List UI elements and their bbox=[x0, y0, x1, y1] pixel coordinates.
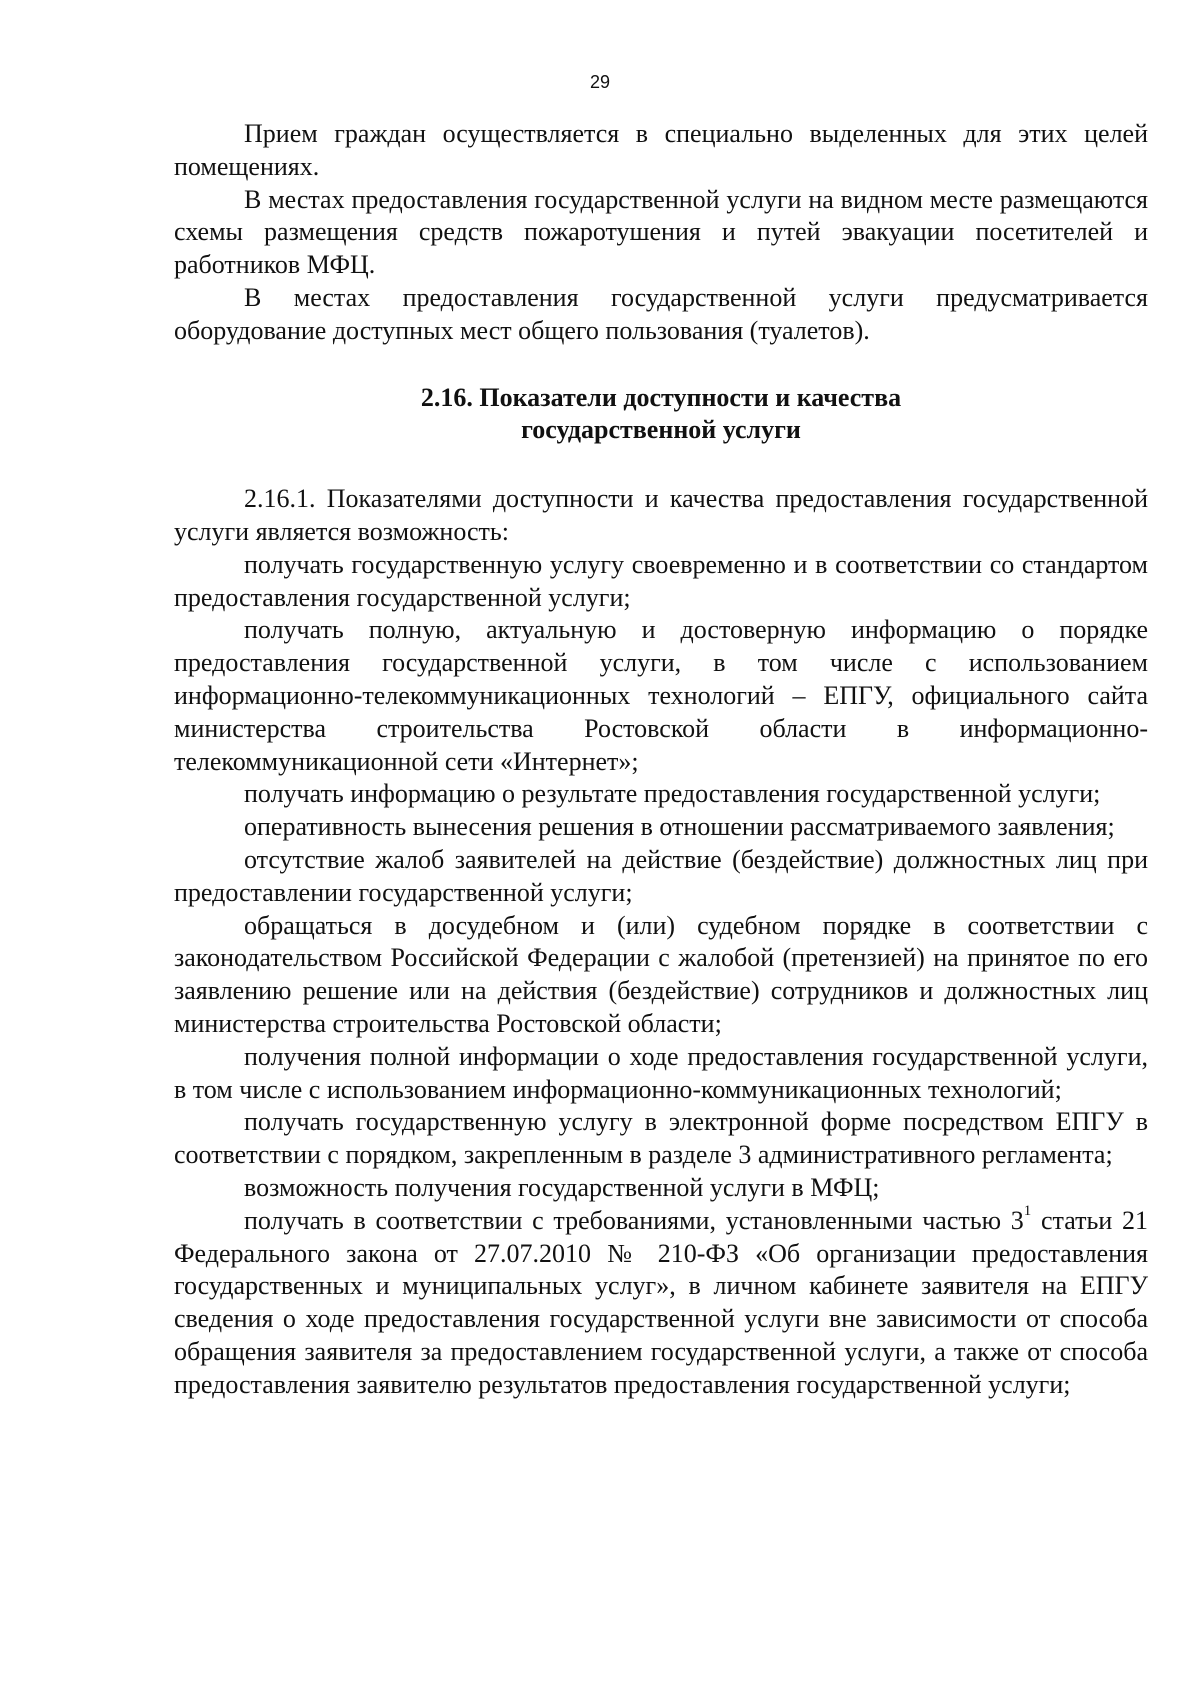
paragraph: В местах предоставления государственной услуги на видном месте размещаются схемы размещения средств пожаротушения и путей эвакуации посетителей и работников МФЦ. bbox=[174, 184, 1148, 280]
paragraph: В местах предоставления государственной услуги предусматривается оборудование доступных мест общего пользования (туалетов). bbox=[174, 282, 1148, 345]
paragraph-text: получать в соответствии с требованиями, установленными частью 3 bbox=[244, 1205, 1024, 1235]
document-body bbox=[174, 118, 1148, 1401]
paragraph: получать полную, актуальную и достоверную информацию о порядке предоставления государственной услуги, в том числе с использованием информационно-телекоммуникационных технологий – ЕПГУ, официального сайта министерства строительства Ростовской области в информационно-телекоммуникационной сети «Интернет»; bbox=[174, 615, 1148, 776]
page-number: 29 bbox=[589, 72, 611, 92]
paragraph: получать государственную услугу своевременно и в соответствии со стандартом предоставления государственной услуги; bbox=[174, 549, 1148, 612]
paragraph: получать государственную услугу в электронной форме посредством ЕПГУ в соответствии с порядком, закрепленным в разделе 3 административного регламента; bbox=[174, 1107, 1148, 1170]
paragraph-last bbox=[174, 1205, 1148, 1402]
paragraph: Прием граждан осуществляется в специально выделенных для этих целей помещениях. bbox=[174, 119, 1148, 181]
paragraph: оперативность вынесения решения в отношении рассматриваемого заявления; bbox=[244, 812, 1115, 842]
paragraph: 2.16.1. Показателями доступности и качества предоставления государственной услуги является возможность: bbox=[174, 484, 1148, 546]
paragraph: отсутствие жалоб заявителей на действие (бездействие) должностных лиц при предоставлении государственной услуги; bbox=[174, 844, 1148, 907]
paragraph-text: статьи 21 Федерального закона от 27.07.2010 № 210-ФЗ «Об организации предоставления государственных и муниципальных услуг», в личном кабинете заявителя на ЕПГУ сведения о ходе предоставления государственной услуги вне зависимости от способа обращения заявителя за предоставлением государственной услуги, а также от способа предоставления заявителю результатов предоставления государственной услуги; bbox=[174, 1205, 1148, 1399]
paragraph: получать информацию о результате предоставления государственной услуги; bbox=[244, 779, 1101, 809]
section-title-line-2: государственной услуги bbox=[521, 415, 801, 445]
paragraph: получения полной информации о ходе предоставления государственной услуги, в том числе с использованием информационно-коммуникационных технологий; bbox=[174, 1041, 1148, 1104]
paragraph: возможность получения государственной услуги в МФЦ; bbox=[244, 1172, 880, 1202]
section-title-line-1: 2.16. Показатели доступности и качества bbox=[420, 382, 902, 412]
superscript: 1 bbox=[1023, 1203, 1032, 1220]
section-heading bbox=[174, 382, 1148, 448]
paragraph: обращаться в досудебном и (или) судебном порядке в соответствии с законодательством Российской Федерации с жалобой (претензией) на принятое по его заявлению решение или на действия (бездействие) сотрудников и должностных лиц министерства строительства Ростовской области; bbox=[174, 910, 1148, 1038]
